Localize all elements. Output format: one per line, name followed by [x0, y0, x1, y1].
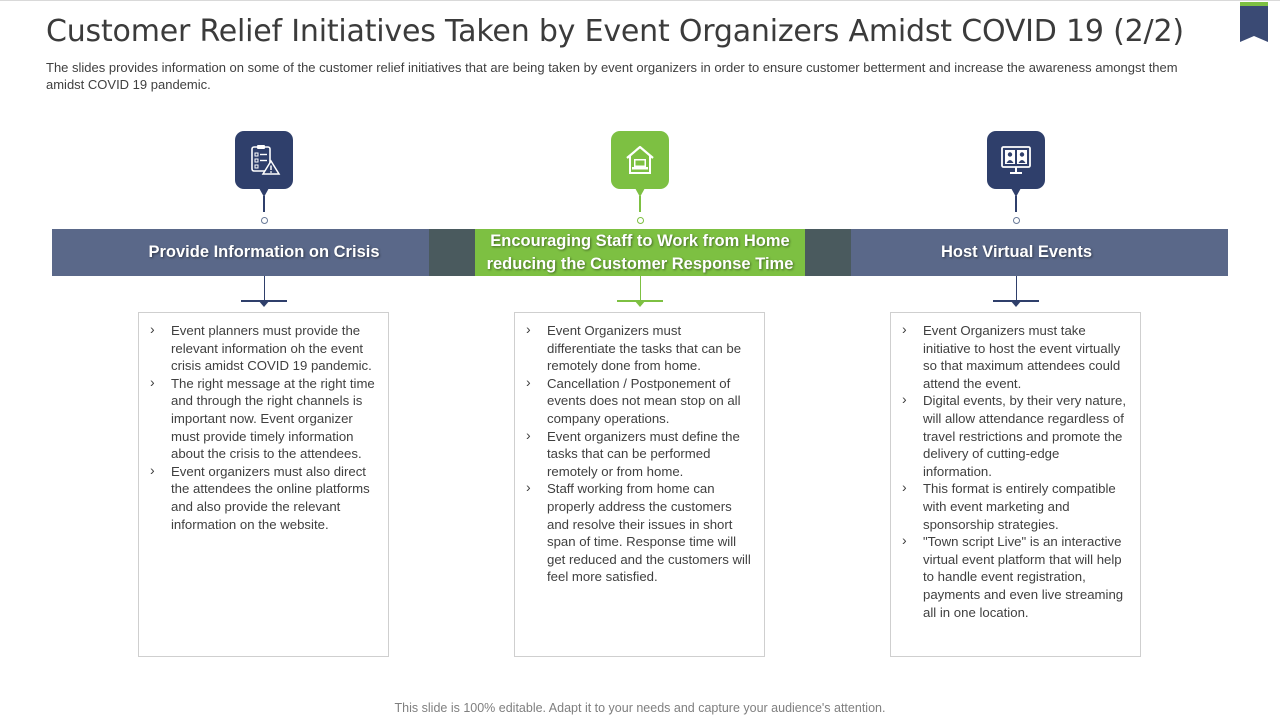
column-3-pin	[987, 131, 1045, 189]
list-item: › This format is entirely compatible with event marketing and sponsorship strategies.	[901, 480, 1128, 533]
column-3-card	[890, 312, 1141, 657]
list-item: › Event planners must provide the relevant information oh the event crisis amidst COVID 19 pandemic.	[149, 322, 376, 375]
column-2-pin-dot	[637, 217, 644, 224]
column-2-arrow-icon	[634, 300, 646, 307]
list-item: › "Town script Live" is an interactive virtual event platform that will help to handle event registration, payments and even live streaming all in one location.	[901, 533, 1128, 621]
column-1-card	[138, 312, 389, 657]
column-1-connector	[264, 276, 265, 300]
column-3-pin-dot	[1013, 217, 1020, 224]
list-item: › Event Organizers must take initiative to host the event virtually so that maximum attendees could attend the event.	[901, 322, 1128, 392]
page-subtitle: The slides provides information on some of the customer relief initiatives that are being taken by event organizers in order to ensure customer betterment and increase the awareness amongst them amidst COVID 19 pandemic.	[46, 60, 1178, 92]
column-1-pin-dot	[261, 217, 268, 224]
checklist-warning-icon	[247, 143, 281, 177]
list-item: › Cancellation / Postponement of events does not mean stop on all company operations.	[525, 375, 752, 428]
list-item: › Digital events, by their very nature, will allow attendance regardless of travel restrictions and promote the delivery of cutting-edge information.	[901, 392, 1128, 480]
column-1-pin	[235, 131, 293, 189]
column-1-bullet-list	[149, 322, 376, 533]
column-2-card	[514, 312, 765, 657]
column-2-heading: Encouraging Staff to Work from Home reducing the Customer Response Time	[486, 231, 794, 273]
list-item: › Event organizers must also direct the attendees the online platforms and also provide the relevant information on the website.	[149, 463, 376, 533]
column-3-pin-stem	[1015, 196, 1017, 212]
list-item: › Staff working from home can properly address the customers and resolve their issues in short span of time. Response time will get reduced and the customers will feel more satisfied.	[525, 480, 752, 586]
footer-note: This slide is 100% editable. Adapt it to your needs and capture your audience's attention.	[394, 701, 886, 715]
column-3-arrow-icon	[1010, 300, 1022, 307]
column-2-pin-stem	[639, 196, 641, 212]
bookmark-icon	[1240, 2, 1268, 44]
column-2-connector	[640, 276, 641, 300]
column-3-bullet-list	[901, 322, 1128, 621]
home-laptop-icon	[623, 143, 657, 177]
column-2-bullet-list	[525, 322, 752, 586]
column-1-heading: Provide Information on Crisis	[148, 243, 380, 261]
column-3-heading: Host Virtual Events	[941, 243, 1092, 261]
top-rule	[0, 0, 1280, 5]
list-item: › The right message at the right time and through the right channels is important now. Event organizer must provide timely information about the crisis to the attendees.	[149, 375, 376, 463]
column-1-arrow-icon	[258, 300, 270, 307]
column-1-pin-stem	[263, 196, 265, 212]
column-3-connector	[1016, 276, 1017, 300]
virtual-meeting-monitor-icon	[999, 143, 1033, 177]
list-item: › Event organizers must define the tasks that can be performed remotely or from home.	[525, 428, 752, 481]
column-2-pin	[611, 131, 669, 189]
list-item: › Event Organizers must differentiate the tasks that can be remotely done from home.	[525, 322, 752, 375]
page-title: Customer Relief Initiatives Taken by Event Organizers Amidst COVID 19 (2/2)	[46, 14, 1184, 49]
